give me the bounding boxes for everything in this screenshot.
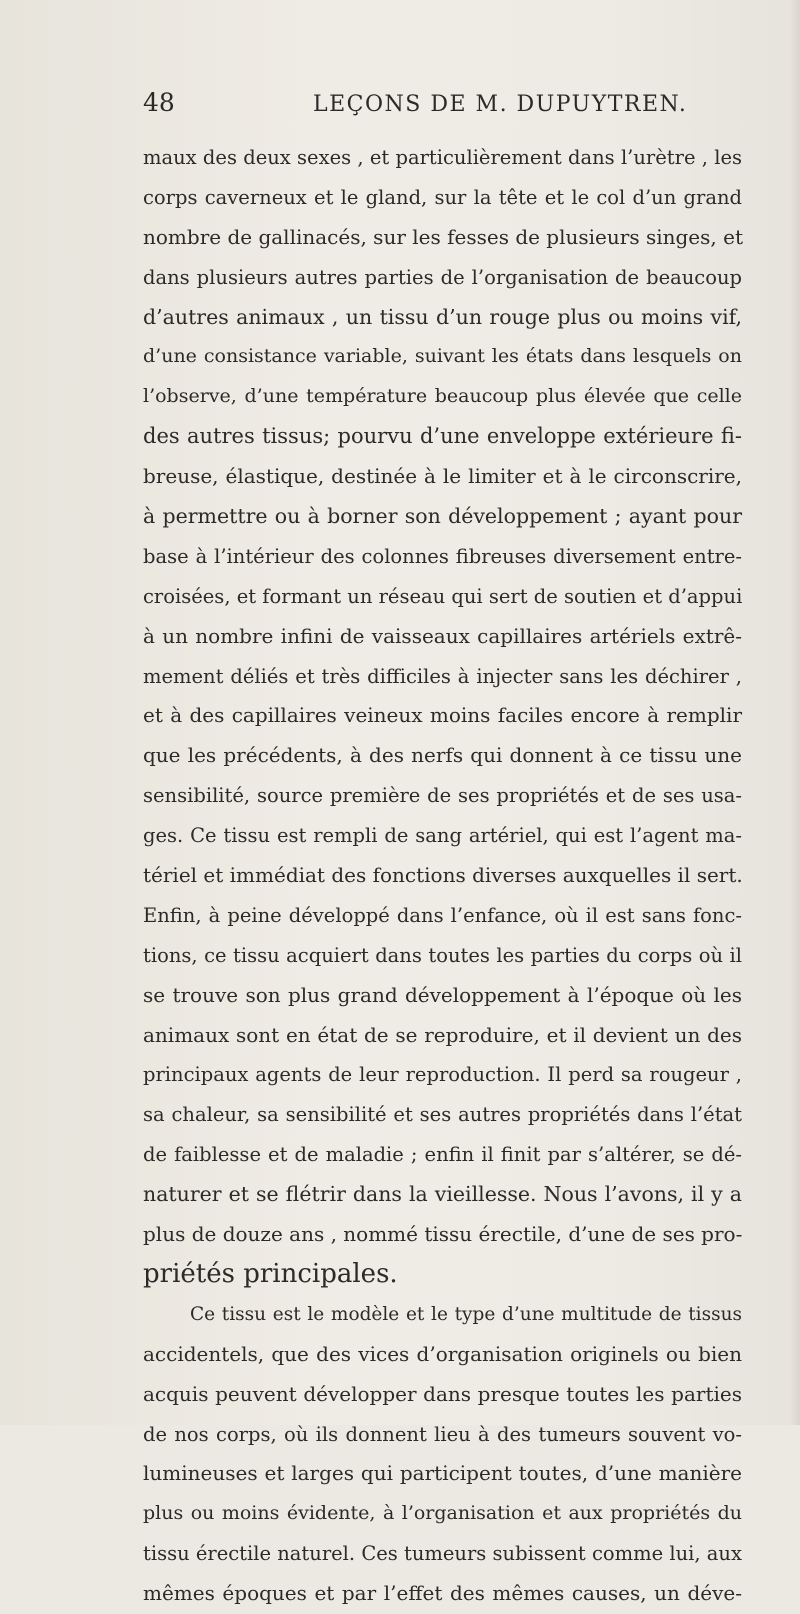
text-line: à permettre ou à borner son développement ; ayant pour xyxy=(143,504,742,529)
text-line: maux des deux sexes , et particulièrement dans l’urètre , les xyxy=(143,146,742,169)
text-line: d’autres animaux , un tissu d’un rouge plus ou moins vif, xyxy=(143,304,742,329)
text-line: tions, ce tissu acquiert dans toutes les parties du corps où il xyxy=(143,943,742,967)
text-line: tissu érectile naturel. Ces tumeurs subissent comme lui, aux xyxy=(143,1542,742,1566)
body-text xyxy=(143,138,742,1614)
paragraph-end-line: priétés principales. xyxy=(143,1258,398,1289)
text-line: lumineuses et larges qui participent toutes, d’une manière xyxy=(143,1461,742,1486)
running-head xyxy=(143,88,742,126)
text-line: des autres tissus; pourvu d’une enveloppe extérieure fi- xyxy=(143,424,742,449)
text-line: Enfin, à peine développé dans l’enfance, où il est sans fonc- xyxy=(143,903,742,927)
text-line: sensibilité, source première de ses propriétés et de ses usa- xyxy=(143,784,742,808)
paragraph-first-line: Ce tissu est le modèle et le type d’une multitude de tissus xyxy=(190,1303,742,1325)
text-line: d’une consistance variable, suivant les états dans lesquels on xyxy=(143,345,742,368)
text-line: acquis peuvent développer dans presque toutes les parties xyxy=(143,1381,742,1406)
text-line: base à l’intérieur des colonnes fibreuses diversement entre- xyxy=(143,544,742,568)
text-line: que les précédents, à des nerfs qui donnent à ce tissu une xyxy=(143,743,742,768)
text-line: se trouve son plus grand développement à l’époque où les xyxy=(143,982,742,1007)
text-line: l’observe, d’une température beaucoup plus élevée que celle xyxy=(143,385,742,408)
text-line: plus ou moins évidente, à l’organisation et aux propriétés du xyxy=(143,1502,742,1525)
text-line: animaux sont en état de se reproduire, et il devient un des xyxy=(143,1022,742,1047)
page-edge-shadow xyxy=(790,0,800,1425)
text-line: plus de douze ans , nommé tissu érectile, d’une de ses pro- xyxy=(143,1222,743,1247)
running-title: LEÇONS DE M. DUPUYTREN. xyxy=(313,92,688,117)
page-number: 48 xyxy=(143,88,175,117)
text-line: et à des capillaires veineux moins faciles encore à remplir xyxy=(143,703,742,728)
text-line: accidentels, que des vices d’organisation originels ou bien xyxy=(143,1341,742,1366)
text-line: corps caverneux et le gland, sur la tête et le col d’un grand xyxy=(143,185,742,209)
text-line: dans plusieurs autres parties de l’organisation de beaucoup xyxy=(143,265,742,289)
text-line: principaux agents de leur reproduction. Il perd sa rougeur , xyxy=(143,1063,742,1087)
text-line: naturer et se flétrir dans la vieillesse. Nous l’avons, il y a xyxy=(143,1182,742,1207)
text-line: sa chaleur, sa sensibilité et ses autres propriétés dans l’état xyxy=(143,1103,742,1127)
text-line: de faiblesse et de maladie ; enfin il finit par s’altérer, se dé- xyxy=(143,1143,742,1167)
text-line: de nos corps, où ils donnent lieu à des tumeurs souvent vo- xyxy=(143,1422,742,1446)
text-line: ges. Ce tissu est rempli de sang artériel, qui est l’agent ma- xyxy=(143,824,742,848)
text-line: nombre de gallinacés, sur les fesses de plusieurs singes, et xyxy=(143,224,743,249)
text-line: mêmes époques et par l’effet des mêmes causes, un déve- xyxy=(143,1581,742,1606)
text-line: mement déliés et très difficiles à injecter sans les déchirer , xyxy=(143,664,742,688)
text-line: tériel et immédiat des fonctions diverses auxquelles il sert. xyxy=(143,863,743,888)
text-line: croisées, et formant un réseau qui sert de soutien et d’appui xyxy=(143,584,743,608)
text-line: à un nombre infini de vaisseaux capillaires artériels extrê- xyxy=(143,623,742,648)
text-line: breuse, élastique, destinée à le limiter et à le circonscrire, xyxy=(143,464,742,489)
